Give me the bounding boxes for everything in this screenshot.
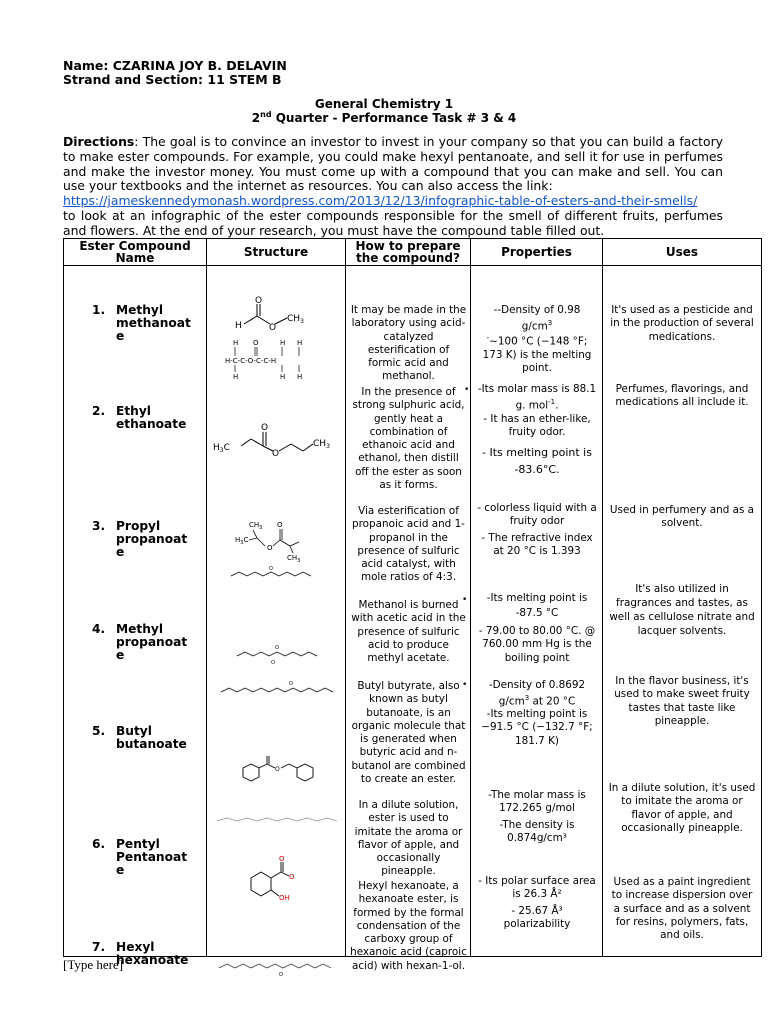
svg-text:O: O	[279, 856, 285, 863]
property-5a: -Density of 0.8692 $g/cm^3$ at 20 °C	[488, 679, 586, 708]
svg-text:H: H	[233, 373, 239, 381]
structure-salicylic	[243, 856, 313, 906]
bullet-icon: •	[462, 680, 468, 690]
property-3a: - colorless liquid with a fruity odor	[477, 502, 597, 528]
prepare-4: Methanol is burned with acetic acid in the presence of sulfuric acid to produce methyl acetate.	[351, 599, 466, 665]
page-footer: [Type here]	[63, 957, 124, 972]
structure-hexyl-hexanoate	[217, 958, 337, 978]
property-2a: -Its molar mass is 88.1 g. mol$^{-1}$.	[477, 383, 597, 412]
prepare-7: Hexyl hexanoate, a hexanoate ester, is formed by the formal condensation of the carboxy group of hexanoic acid (caproic acid) with hexan-1-ol.	[350, 880, 467, 972]
uses-column	[603, 266, 762, 957]
prepare-3: Via esterification of propanoic acid and 1-propanol in the presence of sulfuric acid catalyst, with mole ratios of 4:3.	[352, 505, 465, 584]
names-column: 1. Methyl methanoat e 2. Ethyl ethanoate 3. Propyl propanoat e 4. Methyl propanoat e 5. Butyl butanoate 6. Pentyl Pentanoat e 7. Hexyl hexanoate	[64, 266, 207, 957]
svg-text:O: O	[271, 660, 275, 666]
header-uses: Uses	[603, 239, 762, 266]
directions-paragraph: Directions: The goal is to convince an investor to invest in your company so that you can build a factory to make ester compounds. For example, you could make hexyl pentanoate, and sell it for use in perfumes and make the investor money. You must come up with a compound that you can make and sell. You can use your textbooks and the internet as resources. You can also access the link: https://jameskennedymonash.wordpress.com/2013/12/13/infographic-table-of-esters-and-their-smells/ to look at an infographic of the ester compounds responsible for the smell of different fruits, perfumes and flowers. At the end of your research, you must have the compound table filled out.	[63, 134, 723, 238]
property-1b: -~100 °C (−148 °F; 173 K) is the melting point.	[482, 334, 592, 375]
property-4b: - 79.00 to 80.00 °C. @ 760.00 mm Hg is the boiling point	[478, 625, 596, 664]
prepare-column	[346, 266, 471, 972]
property-5b: -Its melting point is −91.5 °C (−132.7 °F; 181.7 K)	[481, 708, 593, 747]
directions-label: Directions	[63, 134, 135, 149]
prepare-6: In a dilute solution, ester is used to imitate the aroma or flavor of apple, and occasionally pineapple.	[354, 799, 463, 878]
structure-methyl-propanoate	[235, 642, 325, 666]
svg-text:O: O	[275, 645, 279, 651]
prepare-2: In the presence of strong sulphuric acid, gently heat a combination of ethanoic acid and ethanol, then distill off the ester as soon as it forms.	[352, 386, 465, 492]
use-2: Perfumes, flavorings, and medications all include it.	[615, 383, 749, 409]
svg-text:O: O	[267, 544, 273, 552]
property-4a: -Its melting point is -87.5 °C	[486, 592, 588, 619]
header-properties: Properties	[471, 239, 603, 266]
svg-text:CH3: $CH_3$	[287, 314, 304, 325]
svg-text:H-C-C-O-C-C-H: H-C-C-O-C-C-H	[225, 357, 277, 365]
structure-expanded-formula	[225, 339, 325, 381]
bullet-icon: •	[462, 595, 468, 605]
properties-column	[471, 266, 603, 957]
structure-methyl-methanoate	[229, 296, 309, 336]
property-7a: - Its polar surface area is 26.3 Å²	[478, 875, 596, 901]
structure-benzyl-benzoate	[233, 754, 333, 790]
use-4: It's also utilized in fragrances and tastes, as well as cellulose nitrate and lacquer solvents.	[609, 583, 755, 637]
structure-pentyl-pentanoate	[215, 812, 345, 828]
svg-text:CH3: $CH_3$	[313, 439, 330, 450]
property-3b: - The refractive index at 20 °C is 1.393	[481, 532, 593, 558]
svg-text:H3C: $H_3C$	[235, 536, 249, 546]
quarter-title: 2nd Quarter - Performance Task # 3 & 4	[251, 110, 517, 125]
use-3: Used in perfumery and as a solvent.	[609, 504, 755, 530]
structure-propyl-propanoate	[235, 520, 315, 562]
svg-text:CH3: $CH_3$	[287, 554, 301, 562]
property-7b: - 25.67 Å³ polarizability	[503, 905, 571, 931]
svg-text:O: O	[272, 449, 280, 457]
structure-ethyl-ethanoate	[213, 412, 338, 457]
structure-propyl-skeletal	[229, 564, 319, 584]
header-prepare: How to prepare the compound?	[346, 239, 471, 266]
svg-text:H: H	[297, 339, 303, 347]
strand-section: Strand and Section: 11 STEM B	[63, 72, 282, 87]
svg-text:O: O	[269, 323, 277, 333]
svg-text:H: H	[233, 339, 239, 347]
header-name: Ester Compound Name	[64, 239, 207, 266]
property-2c: - Its melting point is -83.6°C.	[482, 446, 592, 476]
structure-column	[207, 266, 346, 978]
svg-text:H3C: $H_3C$	[213, 443, 230, 454]
use-7: Used as a paint ingredient to increase dispersion over a surface and as a solvent for resins, polymers, fats, and oils.	[611, 876, 753, 942]
svg-text:O: O	[289, 681, 293, 687]
course-title: General Chemistry 1	[314, 97, 454, 111]
use-5: In the flavor business, it's used to make sweet fruity tastes that taste like pineapple.	[614, 675, 750, 727]
infographic-link[interactable]: https://jameskennedymonash.wordpress.com/2013/12/13/infographic-table-of-esters-and-their-smells/	[63, 193, 698, 209]
svg-text:H: H	[280, 339, 286, 347]
svg-text:CH3: $CH_3$	[249, 521, 263, 531]
svg-text:O: O	[279, 972, 283, 978]
svg-text:H: H	[235, 321, 242, 331]
svg-text:O: O	[253, 339, 259, 347]
use-1: It's used as a pesticide and in the production of several medications.	[610, 304, 754, 343]
property-6b: -The density is 0.874g/cm³	[499, 819, 575, 845]
header-structure: Structure	[207, 239, 346, 266]
prepare-1: It may be made in the laboratory using acid-catalyzed esterification of formic acid and methanol.	[350, 304, 467, 383]
student-name: Name: CZARINA JOY B. DELAVIN	[63, 58, 287, 73]
structure-butyl-butanoate	[219, 680, 339, 700]
svg-text:O: O	[275, 766, 280, 773]
svg-text:O: O	[261, 423, 269, 433]
prepare-5: Butyl butyrate, also known as butyl butanoate, is an organic molecule that is generated when butyric acid and n-butanol are combined to create an ester.	[351, 680, 466, 786]
svg-text:H: H	[297, 373, 303, 381]
svg-text:O: O	[289, 873, 295, 881]
use-6: In a dilute solution, it's used to imitate the aroma or flavor of apple, and occasionally pineapple.	[608, 782, 756, 834]
svg-text:O: O	[255, 296, 263, 306]
bullet-icon: •	[464, 385, 470, 395]
svg-text:O: O	[277, 521, 283, 529]
svg-text:O: O	[269, 566, 273, 572]
svg-text:OH: OH	[279, 894, 290, 902]
svg-text:H: H	[280, 373, 286, 381]
property-1a: --Density of 0.98 $g/cm^3$	[493, 304, 581, 333]
property-6a: -The molar mass is 172.265 g/mol	[488, 789, 586, 815]
property-2b: - It has an ether-like, fruity odor.	[483, 413, 591, 439]
